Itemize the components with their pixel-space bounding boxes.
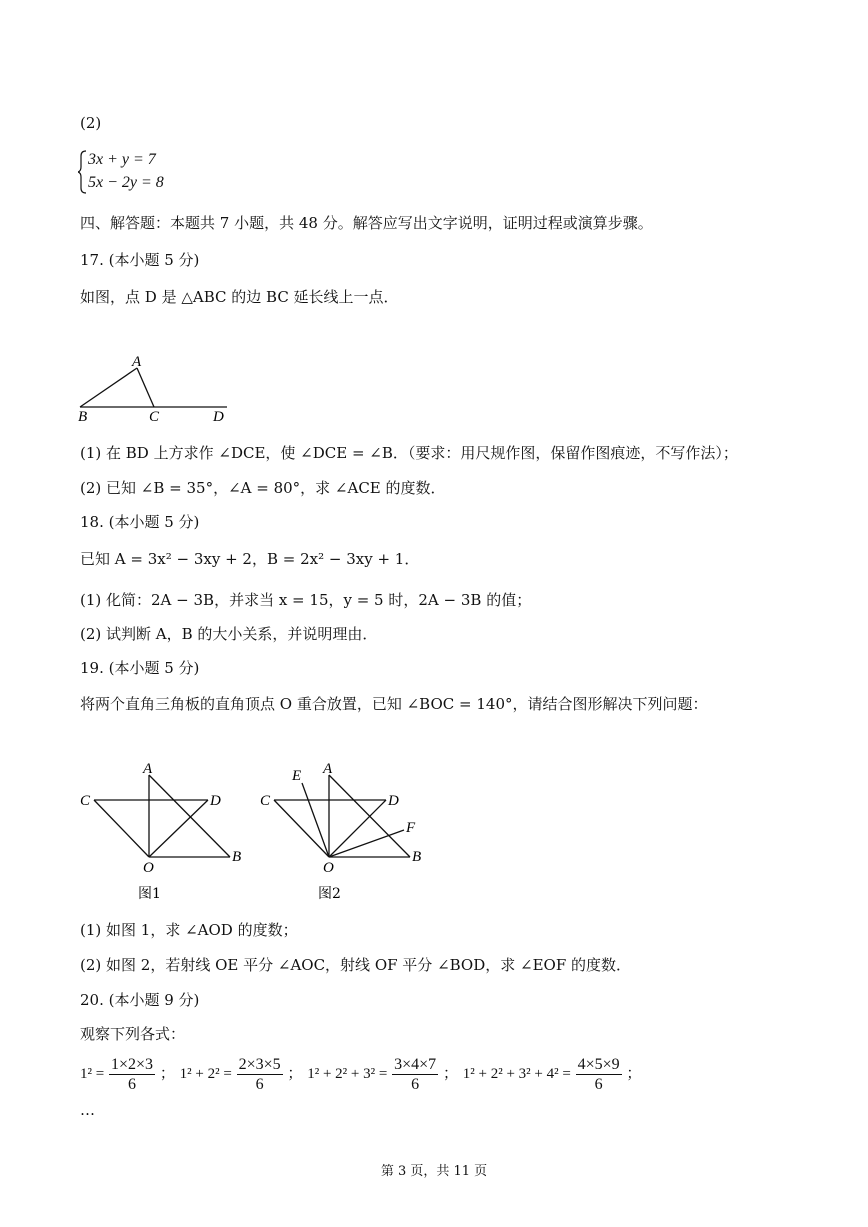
formula-1: 1² = $\frac{1\times 2\times 3}{6}$ ； bbox=[80, 1055, 175, 1093]
fig1-label-B: B bbox=[232, 849, 242, 865]
formula-3: 1² + 2² + 3² = $\frac{3\times 4\times 7}{6}$ ； bbox=[307, 1055, 458, 1093]
triangle-figure bbox=[70, 350, 240, 425]
q20-stem: 观察下列各式： bbox=[80, 1025, 186, 1043]
fig2-label-O: O bbox=[323, 860, 334, 876]
q18-title: 18. (本小题 5 分) bbox=[80, 513, 200, 531]
fig2-label-E: E bbox=[292, 768, 302, 784]
fraction: $\frac{3\times 4\times 7}{6}$ bbox=[394, 1055, 437, 1093]
formula-2: 1² + 2² = $\frac{2\times 3\times 5}{6}$ ； bbox=[179, 1055, 303, 1093]
fig1-label-D: D bbox=[210, 793, 221, 809]
q20-title: 20. (本小题 9 分) bbox=[80, 991, 200, 1009]
fig1-label-C: C bbox=[80, 793, 91, 809]
q17-part1: (1) 在 BD 上方求作 ∠DCE，使 ∠DCE = ∠B．（要求：用尺规作图，保留作图痕迹，不写作法）； bbox=[80, 444, 738, 462]
fig2-label-D: D bbox=[388, 793, 399, 809]
q19-part1: (1) 如图 1，求 ∠AOD 的度数； bbox=[80, 921, 298, 939]
fig2-label-C: C bbox=[260, 793, 271, 809]
formula-4: 1² + 2² + 3² + 4² = $\frac{4\times 5\times 9}{6}$ ； bbox=[462, 1055, 642, 1093]
label-D: D bbox=[213, 409, 224, 425]
q17-part2: (2) 已知 ∠B = 35°，∠A = 80°，求 ∠ACE 的度数． bbox=[80, 479, 446, 497]
fraction: $\frac{4\times 5\times 9}{6}$ bbox=[577, 1055, 620, 1093]
equation-2: 5x − 2y = 8 bbox=[88, 174, 164, 191]
label-A: A bbox=[132, 354, 142, 370]
fig2-label-A: A bbox=[323, 761, 333, 777]
ellipsis: … bbox=[80, 1101, 95, 1119]
fig2-caption: 图2 bbox=[318, 886, 341, 902]
q18-stem: 已知 A = 3x² − 3xy + 2，B = 2x² − 3xy + 1． bbox=[80, 550, 420, 568]
label-B: B bbox=[78, 409, 88, 425]
q17-title: 17. (本小题 5 分) bbox=[80, 251, 200, 269]
section-header: 四、解答题：本题共 7 小题，共 48 分。解答应写出文字说明，证明过程或演算步骤。 bbox=[80, 214, 653, 232]
q19-stem: 将两个直角三角板的直角顶点 O 重合放置，已知 ∠BOC = 140°，请结合图形解决下列问题： bbox=[80, 695, 708, 713]
q16-part2-label: (2) bbox=[80, 114, 102, 132]
fraction: $\frac{2\times 3\times 5}{6}$ bbox=[238, 1055, 281, 1093]
q19-part2: (2) 如图 2，若射线 OE 平分 ∠AOC，射线 OF 平分 ∠BOD，求 ∠EOF 的度数． bbox=[80, 956, 632, 974]
fraction: $\frac{1\times 2\times 3}{6}$ bbox=[111, 1055, 154, 1093]
formula-row bbox=[80, 1052, 641, 1095]
q18-part1: (1) 化简：2A − 3B，并求当 x = 15，y = 5 时，2A − 3B 的值； bbox=[80, 591, 532, 609]
triangle-set-figure-2 bbox=[250, 755, 440, 905]
equation-1: 3x + y = 7 bbox=[88, 151, 156, 168]
page-footer: 第 3 页，共 11 页 bbox=[380, 1164, 488, 1179]
triangle-set-figure-1 bbox=[70, 755, 260, 905]
fig1-label-A: A bbox=[143, 761, 153, 777]
q17-stem: 如图，点 D 是 △ABC 的边 BC 延长线上一点． bbox=[80, 288, 399, 306]
fig1-label-O: O bbox=[143, 860, 154, 876]
q19-title: 19. (本小题 5 分) bbox=[80, 659, 200, 677]
fig2-label-F: F bbox=[406, 820, 416, 836]
fig1-caption: 图1 bbox=[138, 886, 161, 902]
q18-part2: (2) 试判断 A，B 的大小关系，并说明理由． bbox=[80, 625, 378, 643]
label-C: C bbox=[149, 409, 160, 425]
system-brace bbox=[78, 150, 88, 194]
fig2-label-B: B bbox=[412, 849, 422, 865]
